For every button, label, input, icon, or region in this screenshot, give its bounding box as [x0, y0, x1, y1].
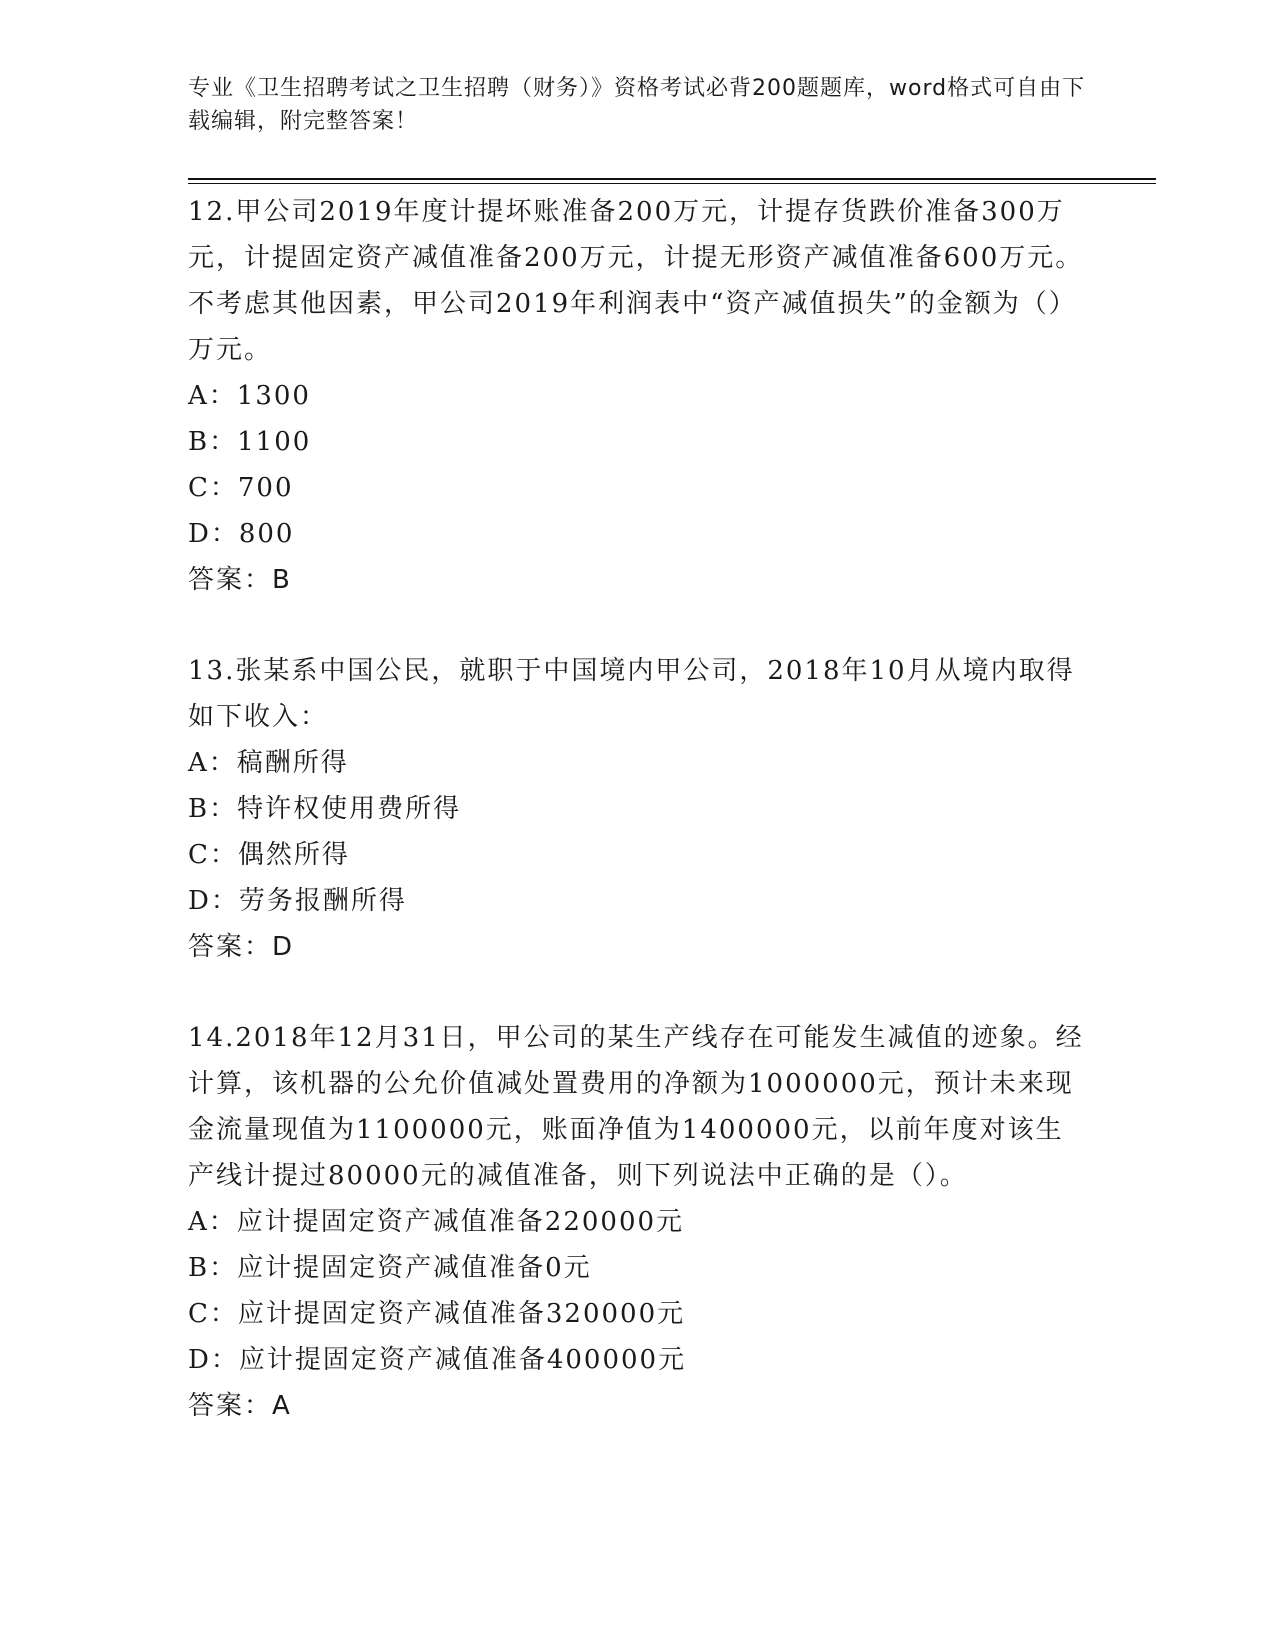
answer: 答案：B [188, 565, 292, 595]
header-rule-thin [188, 183, 1156, 184]
option-d: D：应计提固定资产减值准备400000元 [188, 1345, 687, 1375]
option-b: B：应计提固定资产减值准备0元 [188, 1253, 592, 1283]
question-stem: 13.张某系中国公民，就职于中国境内甲公司，2018年10月从境内取得如下收入： [188, 656, 1075, 732]
option-b: B：特许权使用费所得 [188, 794, 462, 824]
option-c: C：偶然所得 [188, 840, 350, 870]
option-c: C：700 [188, 473, 294, 503]
option-d: D：劳务报酬所得 [188, 886, 407, 916]
option-a: A：应计提固定资产减值准备220000元 [188, 1207, 685, 1237]
question-13 [188, 648, 1088, 970]
answer: 答案：A [188, 1391, 292, 1421]
question-12 [188, 189, 1088, 603]
question-stem: 14.2018年12月31日，甲公司的某生产线存在可能发生减值的迹象。经计算，该机器的公允价值减处置费用的净额为1000000元，预计未来现金流量现值为1100000元，账面净值为1400000元，以前年度对该生产线计提过80000元的减值准备，则下列说法中正确的是（）。 [188, 1023, 1084, 1191]
option-d: D：800 [188, 519, 295, 549]
question-14 [188, 1015, 1088, 1429]
option-c: C：应计提固定资产减值准备320000元 [188, 1299, 686, 1329]
question-stem: 12.甲公司2019年度计提坏账准备200万元，计提存货跌价准备300万元，计提固定资产减值准备200万元，计提无形资产减值准备600万元。不考虑其他因素，甲公司2019年利润表中“资产减值损失”的金额为（）万元。 [188, 197, 1084, 365]
option-a: A：稿酬所得 [188, 748, 349, 778]
option-b: B：1100 [188, 427, 312, 457]
option-a: A：1300 [188, 381, 311, 411]
answer: 答案：D [188, 932, 295, 962]
document-header: 专业《卫生招聘考试之卫生招聘（财务）》资格考试必背200题题库，word格式可自由下载编辑，附完整答案！ [188, 76, 1086, 134]
header-rule-thick [188, 178, 1156, 180]
